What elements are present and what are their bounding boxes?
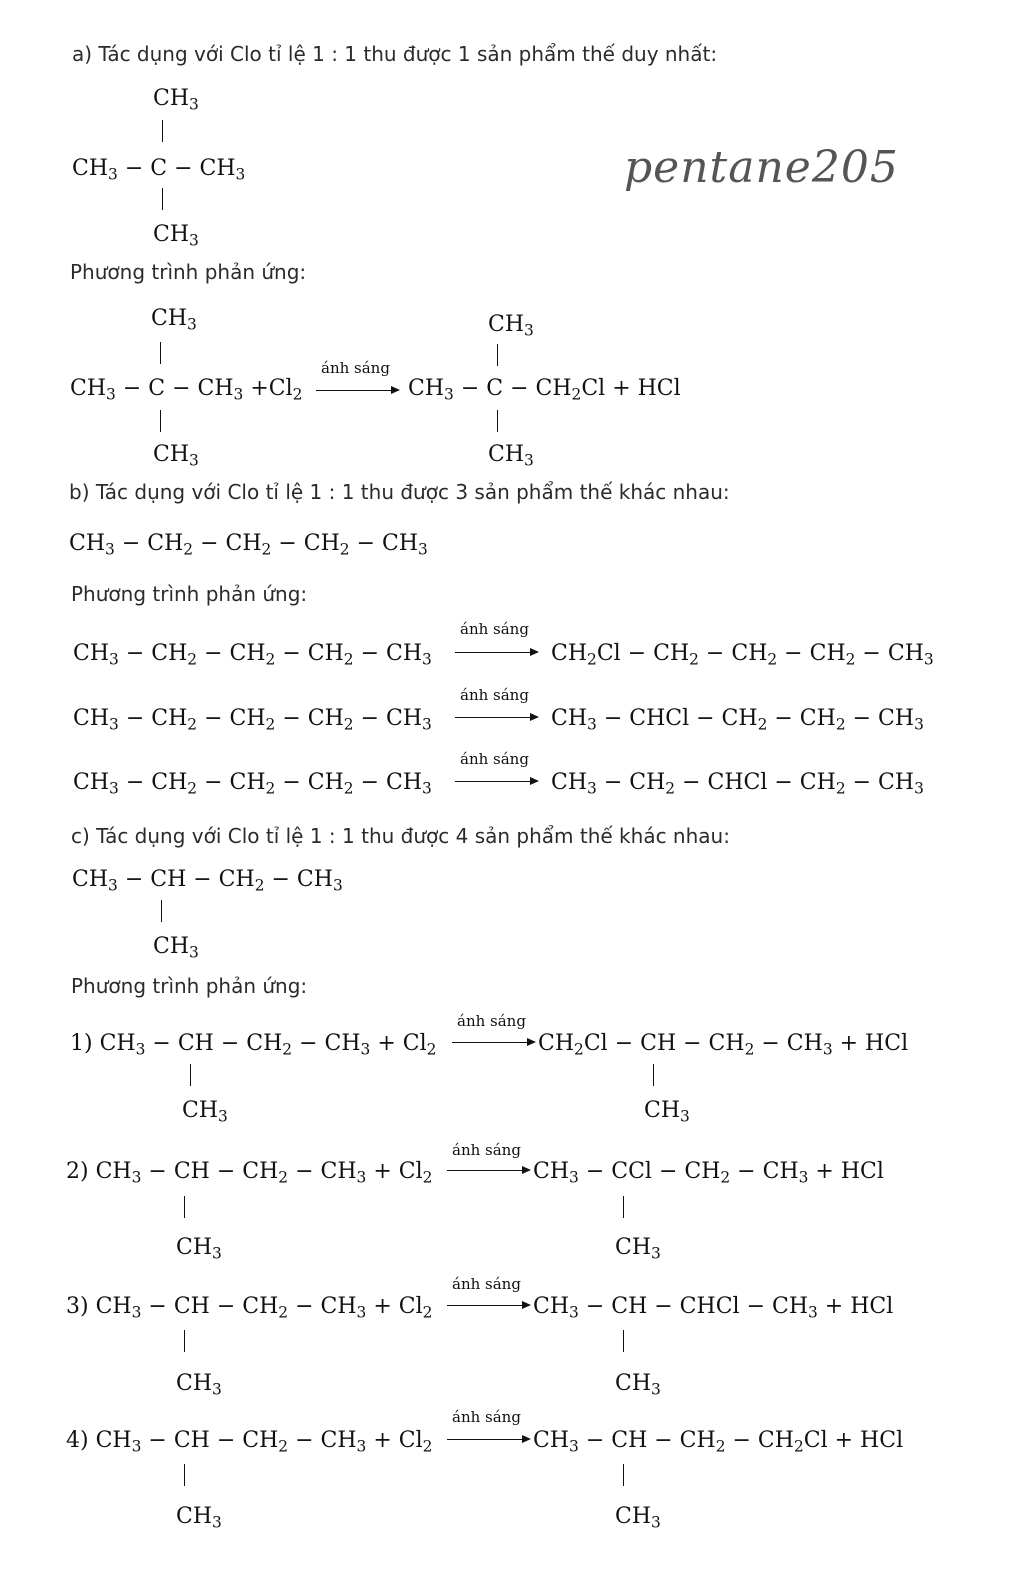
arrow-label: ánh sáng (457, 1012, 526, 1030)
reaction-number: 1) (70, 1031, 93, 1056)
product-formula: $CH_3$ − CCl − $CH_2 - CH_3$ + HCl (533, 1159, 884, 1187)
reaction-number: 3) (66, 1294, 89, 1319)
reactant-formula: $CH_3 - C - CH_3 +Cl_2$ (70, 376, 303, 404)
reaction-arrow (455, 781, 537, 782)
reaction-arrow (455, 652, 537, 653)
bond-line (161, 900, 162, 922)
reactant-formula: $CH_3 - CH_2 - CH_2 - CH_2 - CH_3$ (73, 706, 432, 734)
bond-line (623, 1330, 624, 1352)
product-formula: $CH_3$ − CH − CHCl − $CH_3$ + HCl (533, 1294, 894, 1322)
formula-bottom-ch3: $CH_3$ (176, 1371, 222, 1399)
formula-bottom-ch3: $CH_3$ (615, 1504, 661, 1532)
bond-line (160, 342, 161, 364)
heading-a: a) Tác dụng với Clo tỉ lệ 1 : 1 thu được 1 sản phẩm thế duy nhất: (72, 42, 718, 66)
bond-line (184, 1196, 185, 1218)
formula-bottom-ch3: $CH_3$ (182, 1098, 228, 1126)
product-formula: $CH_2Cl$ − CH − $CH_2 - CH_3$ + HCl (538, 1031, 909, 1059)
arrow-label: ánh sáng (452, 1408, 521, 1426)
reactant-formula: 3) $CH_3$ − CH − $CH_2 - CH_3 + Cl_2$ (66, 1294, 433, 1322)
formula-bottom-ch3: $CH_3$ (488, 442, 534, 470)
formula-bottom-ch3: $CH_3$ (615, 1235, 661, 1263)
bond-line (190, 1064, 191, 1086)
product-formula: $CH_3 - C - CH_2Cl$ + HCl (408, 376, 681, 404)
bond-line (184, 1330, 185, 1352)
formula-main-chain: $CH_3 - C - CH_3$ (72, 156, 246, 184)
reaction-arrow (452, 1042, 534, 1043)
formula-bottom-ch3: $CH_3$ (176, 1235, 222, 1263)
bond-line (497, 410, 498, 432)
reactant-formula: 1) $CH_3$ − CH − $CH_2 - CH_3 + Cl_2$ (70, 1031, 437, 1059)
heading-c: c) Tác dụng với Clo tỉ lệ 1 : 1 thu được 4 sản phẩm thế khác nhau: (71, 824, 730, 848)
bond-line (162, 188, 163, 210)
arrow-label: ánh sáng (452, 1275, 521, 1293)
formula-bottom-ch3: $CH_3$ (153, 442, 199, 470)
bond-line (162, 120, 163, 142)
formula-main-chain: $CH_3$ − CH − $CH_2 - CH_3$ (72, 867, 343, 895)
reaction-arrow (447, 1305, 529, 1306)
arrow-label: ánh sáng (460, 620, 529, 638)
bond-line (653, 1064, 654, 1086)
equation-label: Phương trình phản ứng: (71, 582, 308, 606)
reaction-number: 4) (66, 1428, 89, 1453)
bond-line (184, 1464, 185, 1486)
arrow-label: ánh sáng (321, 359, 390, 377)
reaction-arrow (455, 717, 537, 718)
reaction-number: 2) (66, 1159, 89, 1184)
product-formula: $CH_3$ − CHCl − $CH_2 - CH_2 - CH_3$ (551, 706, 924, 734)
formula-top-ch3: $CH_3$ (151, 306, 197, 334)
watermark: pentane205 (624, 142, 899, 193)
equation-label: Phương trình phản ứng: (70, 260, 307, 284)
bond-line (497, 344, 498, 366)
heading-b: b) Tác dụng với Clo tỉ lệ 1 : 1 thu được 3 sản phẩm thế khác nhau: (69, 480, 730, 504)
arrow-label: ánh sáng (460, 750, 529, 768)
arrow-label: ánh sáng (460, 686, 529, 704)
bond-line (160, 410, 161, 432)
formula-bottom-ch3: $CH_3$ (644, 1098, 690, 1126)
reaction-arrow (447, 1170, 529, 1171)
formula-bottom-ch3: $CH_3$ (153, 222, 199, 250)
bond-line (623, 1464, 624, 1486)
reaction-arrow (447, 1439, 529, 1440)
formula-bottom-ch3: $CH_3$ (153, 934, 199, 962)
bond-line (623, 1196, 624, 1218)
formula-top-ch3: $CH_3$ (488, 312, 534, 340)
reactant-formula: 4) $CH_3$ − CH − $CH_2 - CH_3 + Cl_2$ (66, 1428, 433, 1456)
formula-bottom-ch3: $CH_3$ (176, 1504, 222, 1532)
reactant-formula: $CH_3 - CH_2 - CH_2 - CH_2 - CH_3$ (73, 641, 432, 669)
product-formula: $CH_3$ − CH − $CH_2 - CH_2Cl$ + HCl (533, 1428, 904, 1456)
arrow-label: ánh sáng (452, 1141, 521, 1159)
reactant-formula: $CH_3 - CH_2 - CH_2 - CH_2 - CH_3$ (73, 770, 432, 798)
formula-pentane: $CH_3 - CH_2 - CH_2 - CH_2 - CH_3$ (69, 531, 428, 559)
product-formula: $CH_3 - CH_2$ − CHCl − $CH_2 - CH_3$ (551, 770, 924, 798)
formula-bottom-ch3: $CH_3$ (615, 1371, 661, 1399)
reaction-arrow (316, 390, 398, 391)
equation-label: Phương trình phản ứng: (71, 974, 308, 998)
reactant-formula: 2) $CH_3$ − CH − $CH_2 - CH_3 + Cl_2$ (66, 1159, 433, 1187)
formula-top-ch3: $CH_3$ (153, 86, 199, 114)
product-formula: $CH_2Cl - CH_2 - CH_2 - CH_2 - CH_3$ (551, 641, 934, 669)
